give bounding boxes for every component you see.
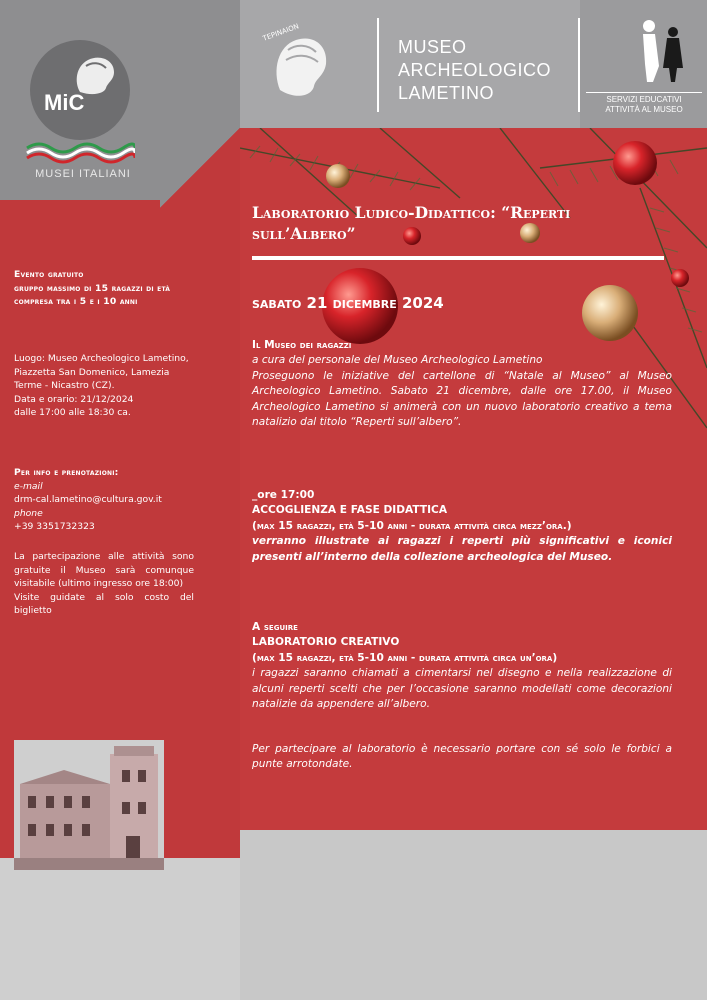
event-date: sabato 21 dicembre 2024 [252, 294, 444, 312]
section-note [252, 742, 672, 773]
section-laboratorio [252, 620, 672, 712]
section1-text: Proseguono le iniziative del cartellone di “Natale al Museo” al Museo Archeologico Lametino. Sabato 21 dicembre, dalle ore 17.00, il Museo Archeologico Lametino si animerà con un nuovo laboratorio creativo a tema natalizio dal titolo “Reperti sull’albero”. [252, 369, 672, 429]
section2-time: _ore 17:00 [252, 489, 315, 501]
section2-text: verranno illustrate ai ragazzi i reperti più significativi e iconici presenti all’interno della collezione archeologica del Museo. [252, 535, 672, 563]
educational-services-label [586, 92, 702, 115]
section2-heading: ACCOGLIENZA E FASE DIDATTICA [252, 504, 448, 517]
header-divider-left [377, 18, 379, 112]
note-text: Per partecipare al laboratorio è necessario portare con sé solo le forbici a punte arrotondate. [252, 743, 672, 771]
phone-label: phone [14, 507, 43, 519]
left-bottom-panel [0, 858, 240, 1000]
section3-heading: LABORATORIO CREATIVO [252, 636, 400, 649]
title-divider [252, 256, 664, 260]
visite-text: Visite guidate al solo costo del biglietto [14, 591, 194, 616]
contact-block [14, 466, 194, 534]
phone-link[interactable]: +39 3351732323 [14, 521, 95, 532]
museum-name-line1: MUSEO [398, 37, 467, 57]
email-link[interactable]: drm-cal.lametino@cultura.gov.it [14, 494, 162, 505]
museum-name-line3: LAMETINO [398, 83, 495, 103]
luogo-text: Luogo: Museo Archeologico Lametino, Piazzetta San Domenico, Lamezia Terme - Nicastro (CZ). [14, 353, 189, 391]
location-block [14, 352, 194, 420]
museum-name [398, 36, 551, 105]
section-accoglienza [252, 488, 672, 565]
museum-name-line2: ARCHEOLOGICO [398, 60, 552, 80]
mic-logo-text: MiC [44, 90, 85, 115]
section1-heading: Il Museo dei ragazzi [252, 339, 352, 351]
tricolor-ribbon-icon [25, 140, 135, 164]
section2-details: (max 15 ragazzi, età 5-10 anni - durata attività circa mezz’ora.) [252, 519, 572, 532]
evento-gratuito: Evento gratuito [14, 269, 84, 280]
main-bottom-panel [240, 830, 707, 1000]
partecipazione-text: La partecipazione alle attività sono gratuite il Museo sarà comunque visitabile (ultimo ingresso ore 18:00) [14, 551, 194, 589]
section3-seguire: A seguire [252, 621, 298, 633]
educational-services-figure-icon [625, 16, 689, 86]
section3-details: (max 15 ragazzi, età 5-10 anni - durata attività circa un’ora) [252, 651, 558, 664]
header-divider-right [578, 18, 580, 112]
terinaion-inscription: TEPINAION [262, 22, 301, 43]
email-label: e-mail [14, 480, 43, 492]
servizi-line1: SERVIZI EDUCATIVI [606, 95, 682, 104]
musei-italiani-label: MUSEI ITALIANI [35, 168, 131, 180]
section1-curator: a cura del personale del Museo Archeologico Lametino [252, 354, 543, 367]
section3-text: i ragazzi saranno chiamati a cimentarsi nel disegno e nella realizzazione di alcuni reperti scelti che per l’occasione saranno modellati come decorazioni natalizie da appendere all’albero. [252, 667, 672, 711]
terinaion-coin-icon [262, 20, 342, 110]
servizi-line2: ATTIVITÀ AL MUSEO [605, 105, 683, 114]
event-title: Laboratorio Ludico-Didattico: “Reperti sull’Albero” [252, 203, 571, 243]
left-diagonal-panel [160, 128, 240, 208]
info-title: Per info e prenotazioni: [14, 467, 119, 478]
event-info-block [14, 268, 194, 309]
dalle-text: dalle 17:00 alle 18:30 ca. [14, 407, 131, 418]
museum-building-photo [14, 740, 164, 870]
evento-gruppo: gruppo massimo di 15 ragazzi di età compresa tra i 5 e i 10 anni [14, 282, 171, 307]
mic-logo [30, 40, 130, 140]
data-orario-text: Data e orario: 21/12/2024 [14, 393, 134, 405]
participation-block [14, 550, 194, 618]
section-museo-ragazzi [252, 338, 672, 430]
